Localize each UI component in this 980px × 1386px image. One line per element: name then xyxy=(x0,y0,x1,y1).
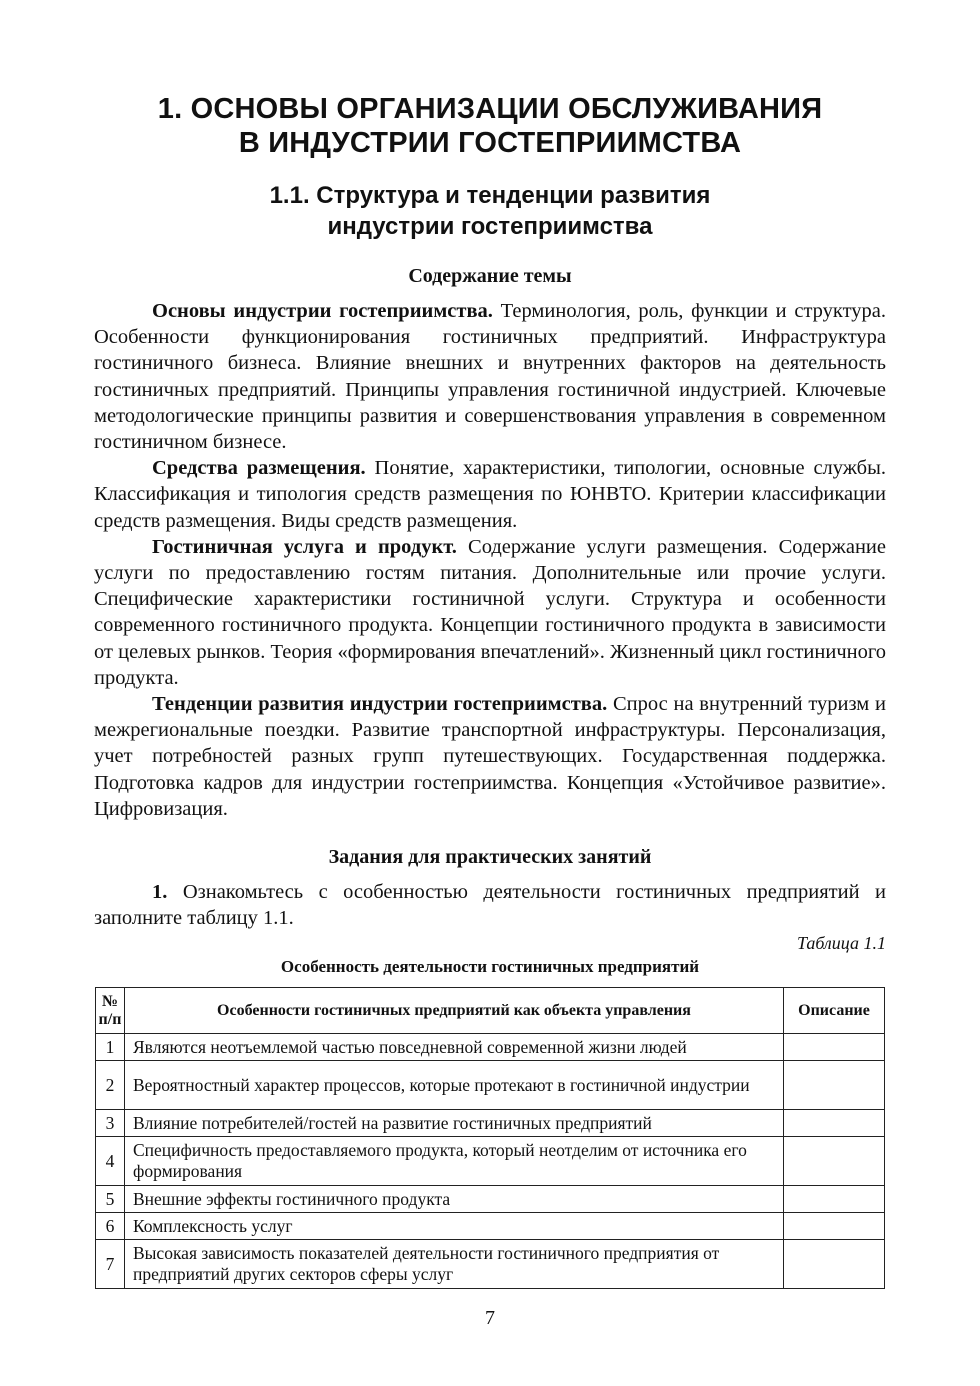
row-num: 7 xyxy=(96,1240,125,1289)
table-row xyxy=(96,1240,885,1289)
row-feature: Комплексность услуг xyxy=(125,1213,784,1240)
table-label: Таблица 1.1 xyxy=(796,933,886,953)
row-feature: Внешние эффекты гостиничного продукта xyxy=(125,1186,784,1213)
row-num: 1 xyxy=(96,1034,125,1061)
task-text: Ознакомьтесь с особенностью деятельности гостиничных предприятий и заполните таблицу 1.1. xyxy=(94,881,886,930)
table-row xyxy=(96,1137,885,1186)
section-title-line-1: 1.1. Структура и тенденции развития xyxy=(269,182,711,209)
chapter-title-line-1: 1. ОСНОВЫ ОРГАНИЗАЦИИ ОБСЛУЖИВАНИЯ xyxy=(157,93,823,125)
header-num: № п/п xyxy=(96,988,125,1034)
paragraph-lead: Гостиничная услуга и продукт. xyxy=(152,535,457,558)
practice-heading: Задания для практических занятий xyxy=(328,846,652,868)
paragraph-lead: Основы индустрии гостеприимства. xyxy=(152,300,493,322)
row-feature: Влияние потребителей/гостей на развитие гостиничных предприятий xyxy=(125,1110,784,1137)
page-number: 7 xyxy=(485,1307,495,1329)
paragraph-service-product xyxy=(94,534,886,691)
chapter-title-line-2: В ИНДУСТРИИ ГОСТЕПРИИМСТВА xyxy=(238,127,742,159)
paragraph-text: Понятие, характеристики, типологии, основные службы. Классификация и типология средств размещения по ЮНВТО. Критерии классификации средств размещения. Виды средств размещения. xyxy=(94,457,886,532)
row-description-cell[interactable] xyxy=(784,1213,885,1240)
row-num: 6 xyxy=(96,1213,125,1240)
chapter-title xyxy=(0,92,980,160)
table-row xyxy=(96,1061,885,1110)
paragraph-trends xyxy=(94,691,886,822)
row-description-cell[interactable] xyxy=(784,1137,885,1186)
header-description: Описание xyxy=(784,988,885,1034)
paragraph-lead: Тенденции развития индустрии гостеприимства. xyxy=(152,693,608,716)
table-row xyxy=(96,1110,885,1137)
row-feature: Специфичность предоставляемого продукта, который неотделим от источника его формирования xyxy=(125,1137,784,1186)
content-heading: Содержание темы xyxy=(408,265,572,287)
row-num: 5 xyxy=(96,1186,125,1213)
paragraph-accommodation xyxy=(94,455,886,534)
table-row xyxy=(96,1213,885,1240)
table-title: Особенность деятельности гостиничных предприятий xyxy=(280,957,700,976)
features-table xyxy=(95,987,885,1289)
row-description-cell[interactable] xyxy=(784,1061,885,1110)
row-description-cell[interactable] xyxy=(784,1240,885,1289)
paragraph-text: Терминология, роль, функции и структура. Особенности функционирования гостиничных предприятий. Инфраструктура гостиничного бизнеса. Влияние внешних и внутренних факторов на деятельность гостиничных предприятий. Принципы управления гостиничной индустрией. Ключевые методологические принципы развития и совершенствования управления в современном гостиничном бизнесе. xyxy=(94,300,886,454)
section-title-line-2: индустрии гостеприимства xyxy=(327,213,653,240)
task-1 xyxy=(94,879,886,931)
row-feature: Являются неотъемлемой частью повседневной современной жизни людей xyxy=(125,1034,784,1061)
paragraph-foundations xyxy=(94,298,886,455)
row-description-cell[interactable] xyxy=(784,1034,885,1061)
row-num: 4 xyxy=(96,1137,125,1186)
paragraph-text: Содержание услуги размещения. Содержание услуги по предоставлению гостям питания. Дополнительные или прочие услуги. Специфические характеристики гостиничной услуги. Структура и особенности современного гостиничного продукта. Концепции гостиничного продукта в зависимости от целевых рынков. Теория «формирования впечатлений». Жизненный цикл гостиничного продукта. xyxy=(94,535,886,689)
row-description-cell[interactable] xyxy=(784,1110,885,1137)
content-body xyxy=(94,298,886,822)
row-feature: Высокая зависимость показателей деятельности гостиничного предприятия от предприятий других секторов сферы услуг xyxy=(125,1240,784,1289)
row-description-cell[interactable] xyxy=(784,1186,885,1213)
row-num: 2 xyxy=(96,1061,125,1110)
row-feature: Вероятностный характер процессов, которые протекают в гостиничной индустрии xyxy=(125,1061,784,1110)
table-row xyxy=(96,1186,885,1213)
paragraph-lead: Средства размещения. xyxy=(152,457,366,480)
row-num: 3 xyxy=(96,1110,125,1137)
table-row xyxy=(96,1034,885,1061)
task-number: 1. xyxy=(152,881,168,903)
section-title xyxy=(0,180,980,242)
paragraph-text: Спрос на внутренний туризм и межрегиональные поездки. Развитие транспортной инфраструктуры. Персонализация, учет потребностей разных групп путешествующих. Государственная поддержка. Подготовка кадров для индустрии гостеприимства. Концепция «Устойчивое развитие». Цифровизация. xyxy=(94,693,886,820)
table-header-row xyxy=(96,988,885,1034)
header-feature: Особенности гостиничных предприятий как объекта управления xyxy=(125,988,784,1034)
